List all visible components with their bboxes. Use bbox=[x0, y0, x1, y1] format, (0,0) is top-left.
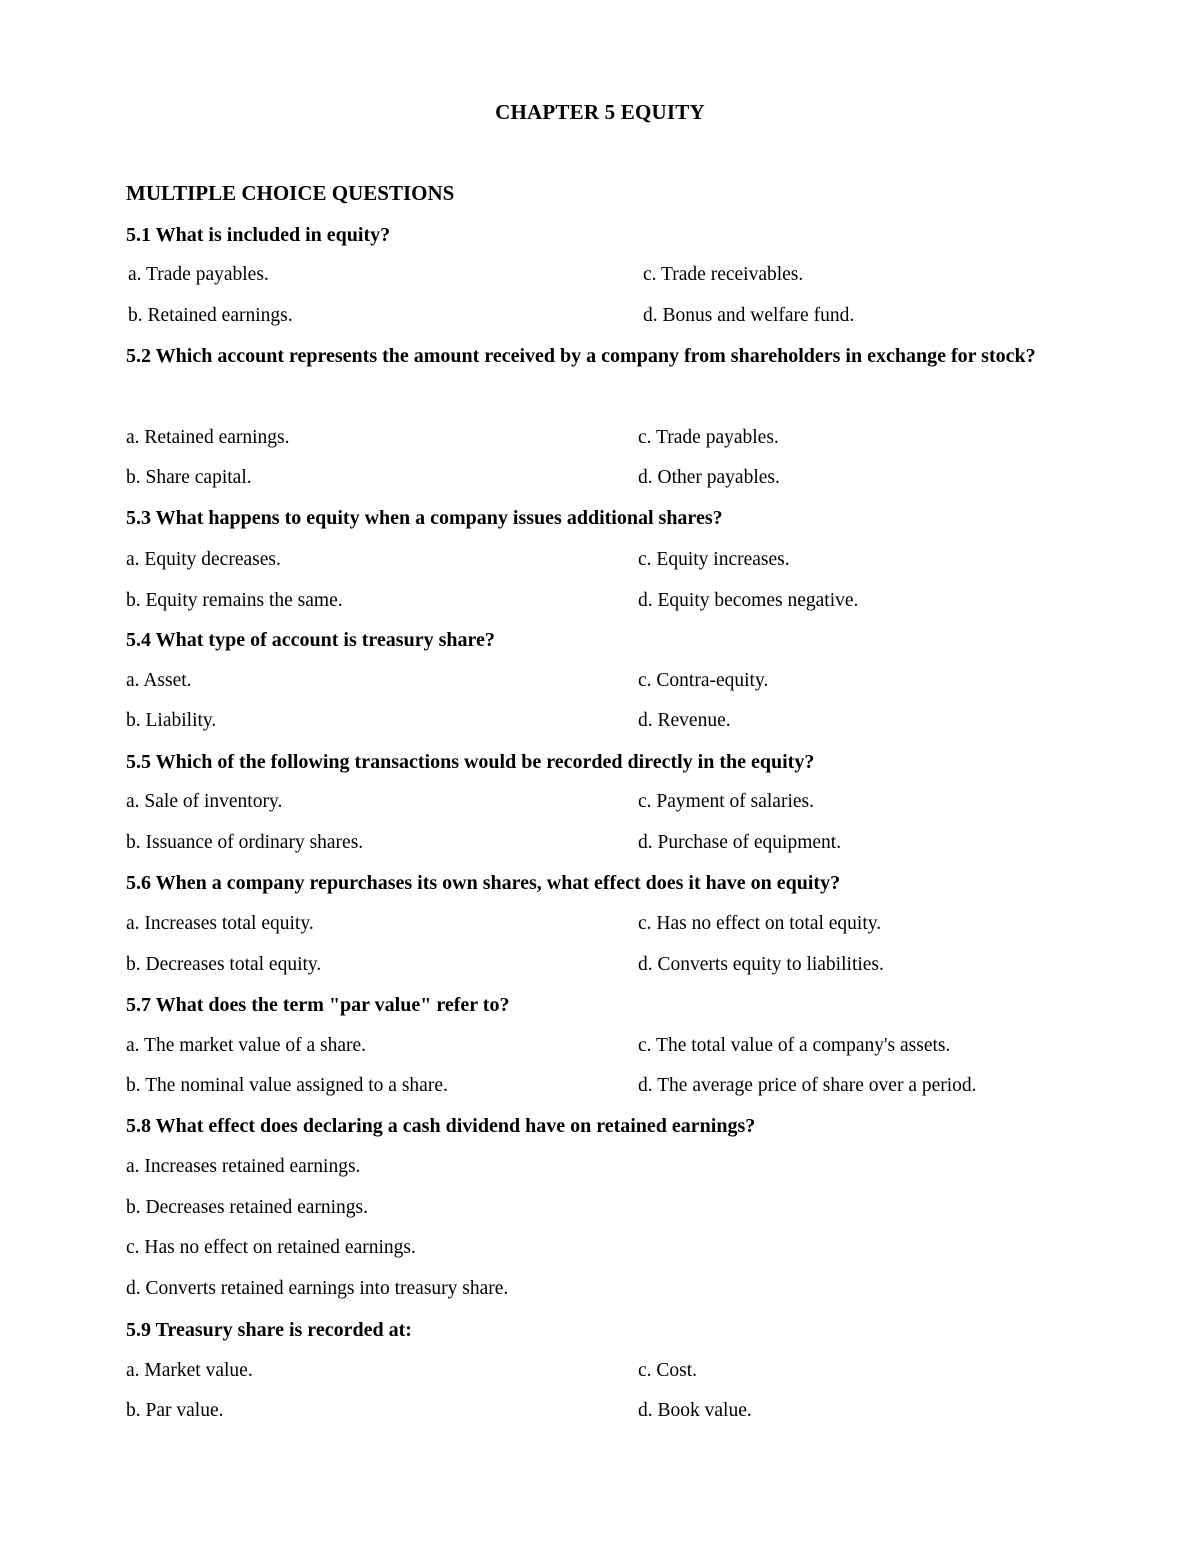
option-5-3-a: a. Equity decreases. bbox=[126, 549, 281, 570]
option-5-8-a: a. Increases retained earnings. bbox=[126, 1156, 361, 1177]
question-5-4: 5.4 What type of account is treasury share? bbox=[126, 629, 495, 651]
question-5-8: 5.8 What effect does declaring a cash dividend have on retained earnings? bbox=[126, 1115, 756, 1137]
question-5-6: 5.6 When a company repurchases its own shares, what effect does it have on equity? bbox=[126, 872, 841, 894]
option-5-9-c: c. Cost. bbox=[638, 1360, 698, 1381]
question-5-5: 5.5 Which of the following transactions would be recorded directly in the equity? bbox=[126, 751, 815, 773]
option-5-4-b: b. Liability. bbox=[126, 710, 217, 731]
option-5-4-a: a. Asset. bbox=[126, 670, 192, 691]
question-5-9: 5.9 Treasury share is recorded at: bbox=[126, 1319, 412, 1341]
option-5-8-c: c. Has no effect on retained earnings. bbox=[126, 1237, 416, 1258]
option-5-2-c: c. Trade payables. bbox=[638, 427, 779, 448]
option-5-6-a: a. Increases total equity. bbox=[126, 913, 314, 934]
option-5-2-d: d. Other payables. bbox=[638, 467, 780, 488]
option-5-5-a: a. Sale of inventory. bbox=[126, 791, 283, 812]
option-5-1-b: b. Retained earnings. bbox=[128, 305, 293, 326]
option-5-5-c: c. Payment of salaries. bbox=[638, 791, 814, 812]
option-5-2-b: b. Share capital. bbox=[126, 467, 252, 488]
option-5-6-d: d. Converts equity to liabilities. bbox=[638, 954, 884, 975]
option-5-6-b: b. Decreases total equity. bbox=[126, 954, 322, 975]
option-5-8-b: b. Decreases retained earnings. bbox=[126, 1197, 369, 1218]
option-5-9-d: d. Book value. bbox=[638, 1400, 752, 1421]
option-5-1-c: c. Trade receivables. bbox=[643, 264, 804, 285]
option-5-7-a: a. The market value of a share. bbox=[126, 1035, 367, 1056]
question-5-7: 5.7 What does the term "par value" refer to? bbox=[126, 994, 510, 1016]
question-5-3: 5.3 What happens to equity when a company issues additional shares? bbox=[126, 507, 723, 529]
option-5-7-c: c. The total value of a company's assets. bbox=[638, 1035, 951, 1056]
option-5-2-a: a. Retained earnings. bbox=[126, 427, 290, 448]
option-5-1-a: a. Trade payables. bbox=[128, 264, 269, 285]
option-5-5-b: b. Issuance of ordinary shares. bbox=[126, 832, 364, 853]
option-5-7-d: d. The average price of share over a period. bbox=[638, 1075, 977, 1096]
option-5-8-d: d. Converts retained earnings into treasury share. bbox=[126, 1278, 509, 1299]
option-5-3-b: b. Equity remains the same. bbox=[126, 590, 343, 611]
option-5-7-b: b. The nominal value assigned to a share. bbox=[126, 1075, 448, 1096]
option-5-3-c: c. Equity increases. bbox=[638, 549, 790, 570]
option-5-4-d: d. Revenue. bbox=[638, 710, 731, 731]
option-5-4-c: c. Contra-equity. bbox=[638, 670, 769, 691]
option-5-1-d: d. Bonus and welfare fund. bbox=[643, 305, 855, 326]
chapter-title: CHAPTER 5 EQUITY bbox=[495, 100, 705, 124]
question-5-1: 5.1 What is included in equity? bbox=[126, 224, 391, 246]
option-5-5-d: d. Purchase of equipment. bbox=[638, 832, 842, 853]
option-5-9-b: b. Par value. bbox=[126, 1400, 224, 1421]
section-heading: MULTIPLE CHOICE QUESTIONS bbox=[126, 181, 455, 205]
option-5-9-a: a. Market value. bbox=[126, 1360, 253, 1381]
option-5-6-c: c. Has no effect on total equity. bbox=[638, 913, 882, 934]
option-5-3-d: d. Equity becomes negative. bbox=[638, 590, 859, 611]
question-5-2: 5.2 Which account represents the amount received by a company from shareholders in exchange for stock? bbox=[126, 345, 1036, 367]
